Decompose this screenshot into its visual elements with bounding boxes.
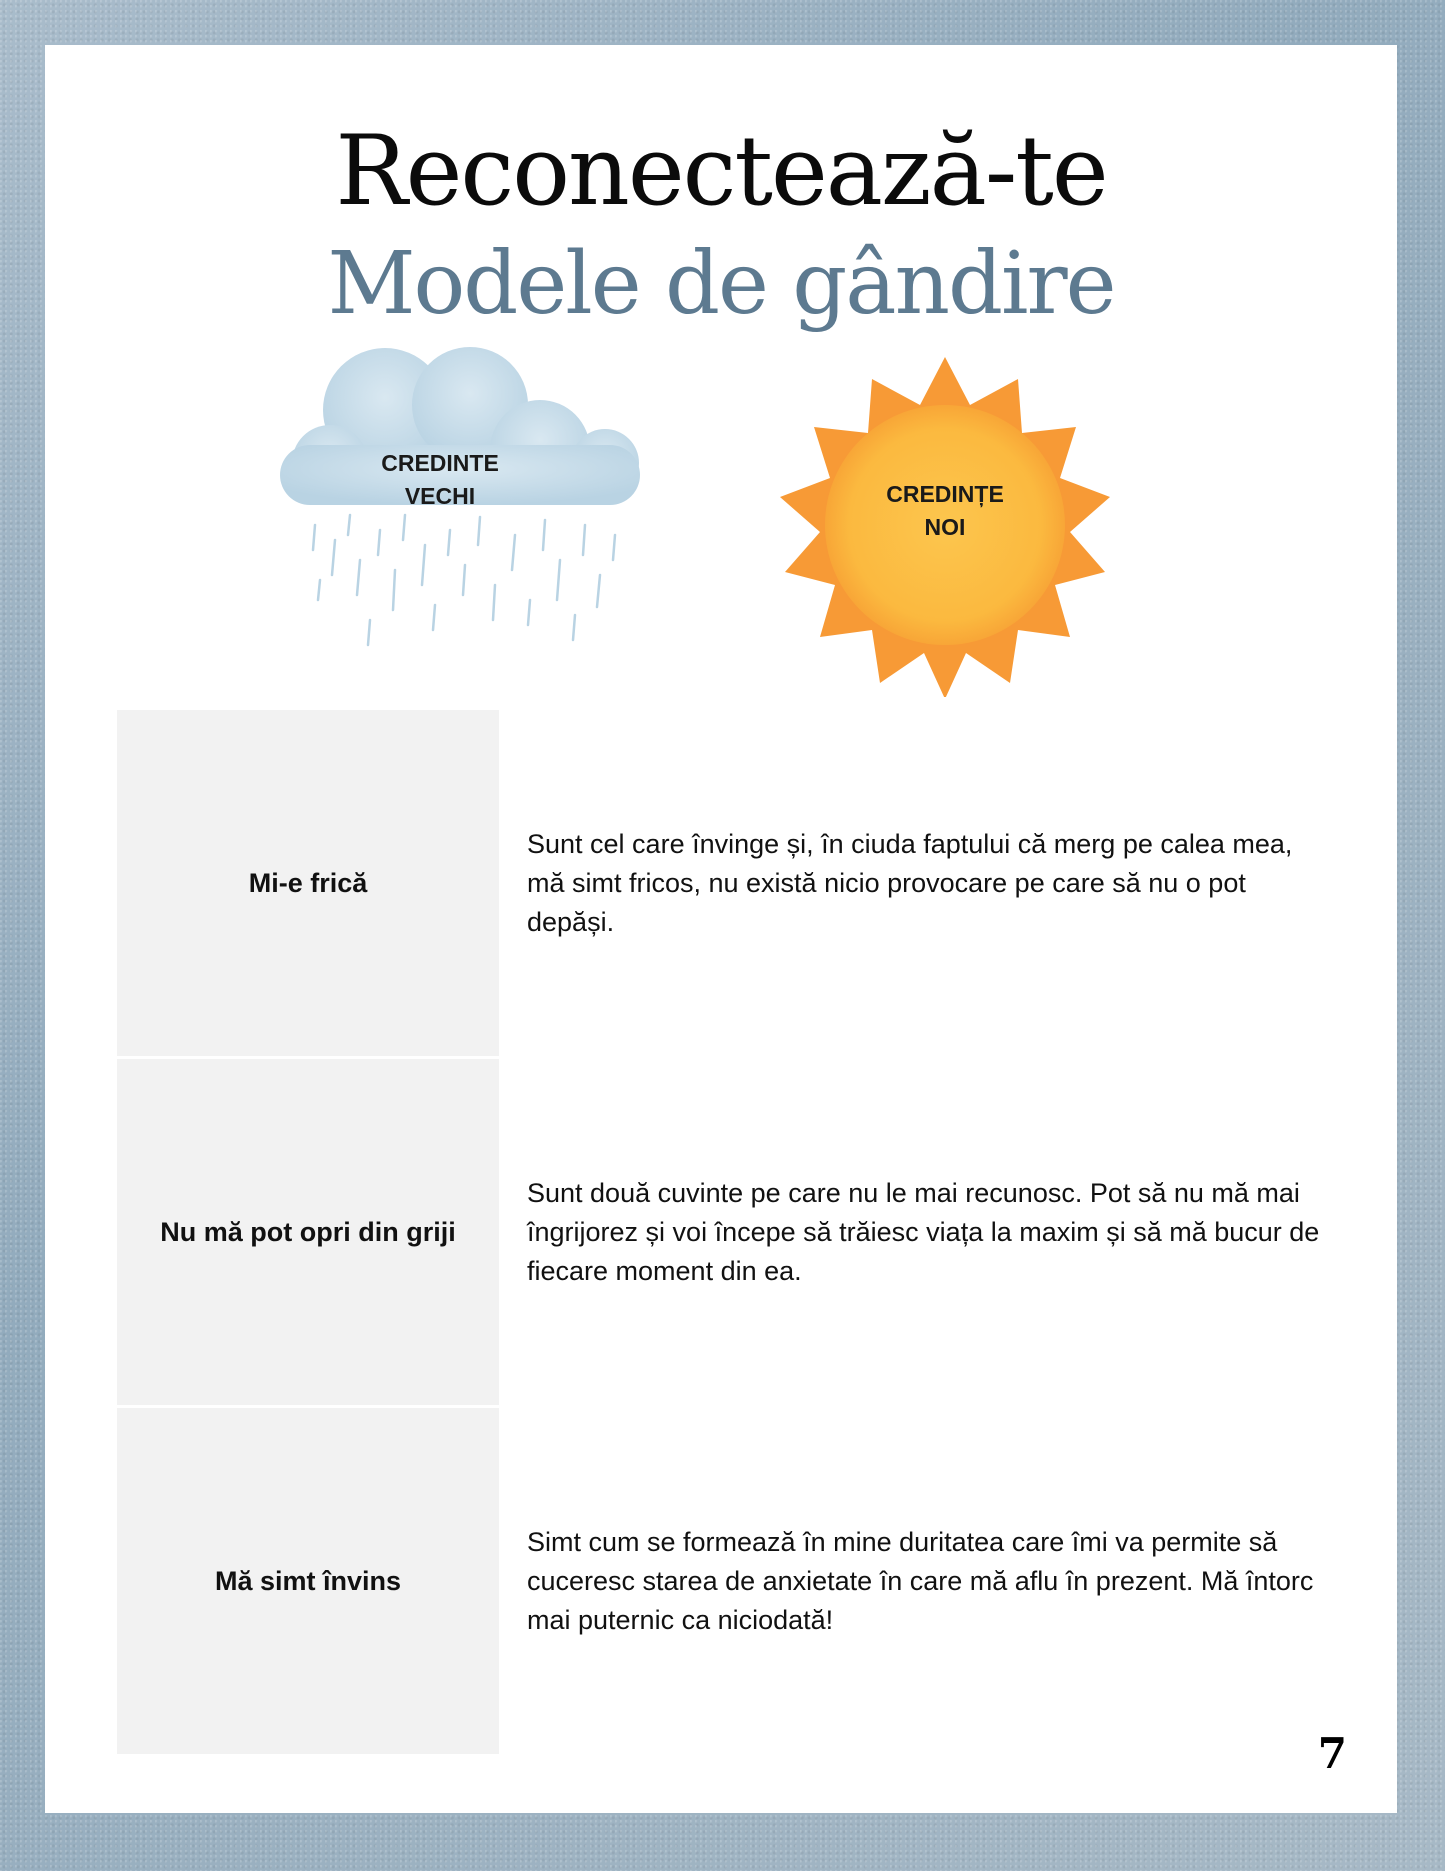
old-belief-cell: Nu mă pot opri din griji — [117, 1059, 499, 1405]
rain-cloud-icon — [275, 345, 695, 655]
old-beliefs-label-line1: CREDINTE — [381, 450, 499, 476]
page-number: 7 — [1317, 1729, 1347, 1778]
new-belief-cell — [527, 710, 1327, 1056]
new-beliefs-label — [835, 478, 1055, 544]
new-belief-cell — [527, 1408, 1327, 1754]
sun-icon — [770, 347, 1120, 697]
beliefs-table — [117, 710, 1357, 1757]
new-belief-text: Sunt două cuvinte pe care nu le mai recunosc. Pot să nu mă mai îngrijorez și voi începe să trăiesc viața la maxim și să mă bucur de fiecare moment din ea. — [527, 1177, 1320, 1286]
new-belief-text: Simt cum se formează în mine duritatea care îmi va permite să cuceresc starea de anxietate în care mă aflu în prezent. Mă întorc mai puternic ca niciodată! — [527, 1526, 1314, 1635]
old-belief-cell: Mi-e frică — [117, 710, 499, 1056]
table-row — [117, 1059, 1357, 1405]
old-beliefs-label — [340, 447, 540, 513]
page-title: Reconectează-te — [335, 115, 1107, 227]
page-subtitle: Modele de gândire — [327, 234, 1115, 334]
old-belief-cell: Mă simt învins — [117, 1408, 499, 1754]
new-beliefs-label-line1: CREDINȚE — [886, 481, 1004, 507]
table-row — [117, 1408, 1357, 1754]
new-beliefs-label-line2: NOI — [924, 514, 966, 540]
new-belief-text: Sunt cel care învinge și, în ciuda faptului că merg pe calea mea, mă simt fricos, nu există nicio provocare pe care să nu o pot depăși. — [527, 828, 1293, 937]
worksheet-page — [45, 45, 1397, 1813]
old-beliefs-label-line2: VECHI — [404, 483, 476, 509]
table-row — [117, 710, 1357, 1056]
new-belief-cell — [527, 1059, 1327, 1405]
